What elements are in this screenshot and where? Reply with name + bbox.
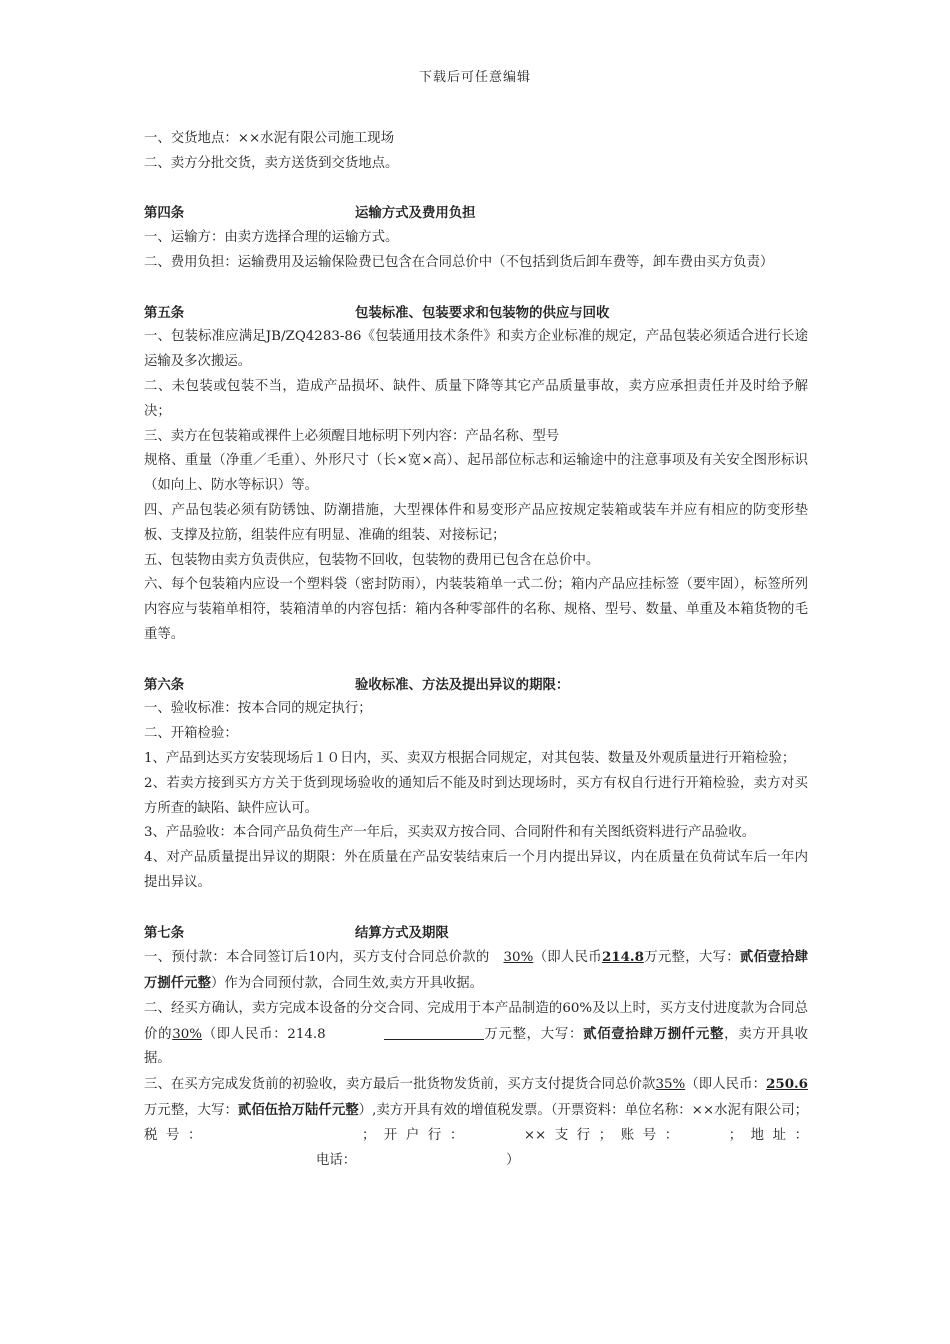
article-number: 第六条 [144, 676, 185, 693]
article-5-heading [144, 301, 808, 326]
paragraph: 规格、重量（净重／毛重）、外形尺寸（长×宽×高）、起吊部位标志和运输途中的注意事项及有关安全图形标识（如向上、防水等标识）等。 [144, 453, 808, 494]
article-4-heading [144, 201, 808, 226]
paragraph: 一、运输方：由卖方选择合理的运输方式。 [144, 230, 399, 246]
paragraph: 三、卖方在包装箱或裸件上必须醒目地标明下列内容：产品名称、型号 [144, 428, 560, 444]
amount: 250.6 [766, 1076, 808, 1093]
amount-in-words: 贰佰壹拾肆万捌仟元整 [583, 1025, 725, 1042]
page-header: 下载后可任意编辑 [418, 70, 531, 85]
contract-body [144, 127, 808, 1173]
prepayment-paragraph: 一、预付款：本合同签订后10内，买方支付合同总价款的 30%（即人民币214.8万元整，大写：贰佰壹拾肆万捌仟元整）作为合同预付款，合同生效,卖方开具收据。 [144, 949, 809, 992]
article-6-heading [144, 673, 808, 698]
paragraph: 1、产品到达买方安装现场后１０日内，买、卖双方根据合同规定，对其包装、数量及外观质量进行开箱检验； [144, 750, 796, 766]
paragraph: 3、产品验收：本合同产品负荷生产一年后，买卖双方按合同、合同附件和有关图纸资料进行产品验收。 [144, 825, 756, 841]
paragraph: 四、产品包装必须有防锈蚀、防潮措施，大型裸体件和易变形产品应按规定装箱或装车并应有相应的防变形垫板、支撑及拉筋，组装件应有明显、准确的组装、对接标记； [144, 502, 808, 543]
delivery-place: 一、交货地点：××水泥有限公司施工现场 [144, 131, 395, 146]
paragraph: 六、每个包装箱内应设一个塑料袋（密封防雨），内装装箱单一式二份；箱内产品应挂标签（要牢固），标签所列内容应与装箱单相符，装箱清单的内容包括：箱内各种零部件的名称、规格、型号、数量、单重及本箱货物的毛重等。 [144, 577, 808, 642]
paragraph: 二、未包装或包装不当，造成产品损坏、缺件、质量下降等其它产品质量事故，卖方应承担责任并及时给予解决； [144, 378, 808, 419]
paragraph: 五、包装物由卖方负责供应，包装物不回收，包装物的费用已包含在总价中。 [144, 552, 600, 568]
paragraph: 二、开箱检验： [144, 726, 238, 742]
article-title: 结算方式及期限 [355, 924, 449, 941]
article-7-heading [144, 921, 808, 946]
blank-line [384, 1025, 484, 1040]
percentage: 30% [503, 950, 534, 966]
article-number: 第七条 [144, 924, 185, 941]
paragraph: 4、对产品质量提出异议的期限：外在质量在产品安装结束后一个月内提出异议，内在质量在负荷试车后一年内提出异议。 [144, 850, 808, 890]
percentage: 35% [655, 1077, 686, 1093]
article-title: 包装标准、包装要求和包装物的供应与回收 [355, 304, 610, 321]
paragraph: 二、费用负担：运输费用及运输保险费已包含在合同总价中（不包括到货后卸车费等，卸车费由买方负责） [144, 254, 774, 270]
delivery-payment-paragraph: 三、在买方完成发货前的初验收，卖方最后一批货物发货前，买方支付提货合同总价款35%（即人民币：250.6万元整，大写：贰佰伍拾万陆仟元整）,卖方开具有效的增值税发票。（开票资料：单位名称：××水泥有限公司；税号： ；开户行： ××支行；账号： ；地址：电话： ） [144, 1076, 809, 1168]
article-number: 第五条 [144, 304, 185, 321]
amount-in-words: 贰佰伍拾万陆仟元整 [237, 1102, 359, 1119]
progress-payment-paragraph: 二、经买方确认，卖方完成本设备的分交合同、完成用于本产品制造的60%及以上时，买方支付进度款为合同总价的30%（即人民币：214.8 万元整，大写：贰佰壹拾肆万捌仟元整，卖方开具收据。 [144, 1000, 809, 1067]
article-title: 验收标准、方法及提出异议的期限： [355, 676, 570, 693]
amount-in-words: 贰佰壹拾肆万捌仟元整 [144, 949, 809, 992]
paragraph: 一、包装标准应满足JB/ZQ4283-86《包装通用技术条件》和卖方企业标准的规定，产品包装必须适合进行长途运输及多次搬运。 [144, 329, 808, 370]
amount: 214.8 [601, 949, 644, 966]
percentage: 30% [172, 1026, 202, 1042]
article-number: 第四条 [144, 205, 185, 222]
paragraph: 一、验收标准：按本合同的规定执行； [144, 701, 372, 717]
delivery-mode: 二、卖方分批交货，卖方送货到交货地点。 [144, 155, 399, 171]
article-title: 运输方式及费用负担 [355, 205, 476, 222]
paragraph: 2、若卖方接到买方方关于货到现场验收的通知后不能及时到达现场时，买方有权自行进行开箱检验，卖方对买方所查的缺陷、缺件应认可。 [144, 775, 808, 816]
